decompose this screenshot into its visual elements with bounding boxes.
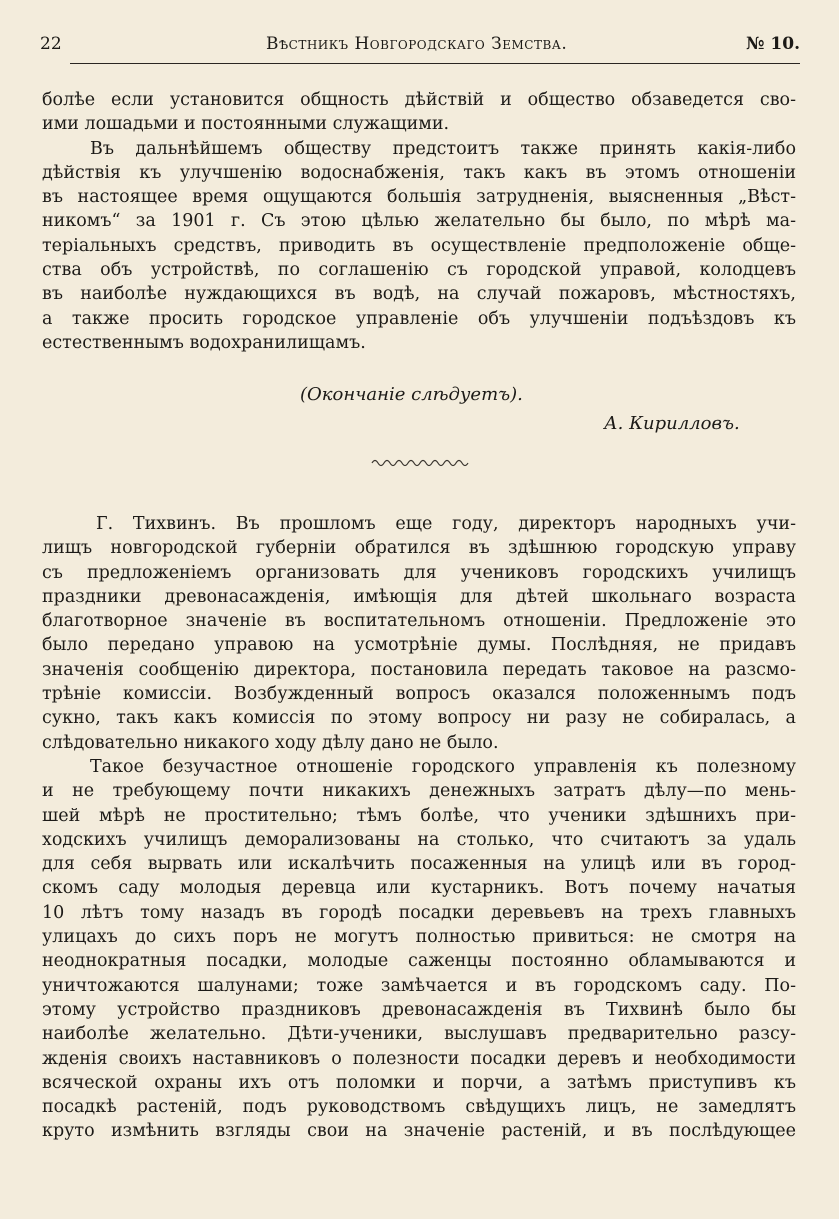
header-rule (70, 63, 800, 64)
text-line: дѣйствія къ улучшенію водоснабженія, такъ какъ въ этомъ отношеніи (42, 162, 796, 183)
text-line: Въ дальнѣйшемъ обществу предстоитъ также принять какія-либо (90, 138, 796, 159)
text-line: въ наиболѣе нуждающихся въ водѣ, на случай пожаровъ, мѣстностяхъ, (42, 284, 796, 305)
text-line: сукно, такъ какъ комиссія по этому вопросу ни разу не собиралась, а (42, 708, 796, 729)
wavy-divider-icon (370, 456, 470, 470)
text-line: для себя вырвать или искалѣчить посаженныя на улицѣ или въ город- (42, 854, 796, 875)
text-line: трѣніе комиссіи. Возбужденный вопросъ оказался положеннымъ подъ (42, 684, 796, 705)
journal-title: Вѣстникъ Новгородскаго Земства. (266, 34, 568, 54)
text-line: наиболѣе желательно. Дѣти-ученики, выслушавъ предварительно разсу- (42, 1024, 796, 1045)
text-line: и не требующему почти никакихъ денежныхъ затратъ дѣлу—по мень- (42, 781, 796, 802)
text-line: праздники древонасажденія, имѣющія для дѣтей школьнаго возраста (42, 586, 796, 607)
text-line: этому устройство праздниковъ древонасажденія въ Тихвинѣ было бы (42, 999, 796, 1020)
text-line: ходскихъ училищъ деморализованы на столько, что считаютъ за удаль (42, 829, 796, 850)
tikhvin-article (42, 512, 796, 1144)
issue-number: № 10. (746, 34, 800, 54)
text-line: шей мѣрѣ не простительно; тѣмъ болѣе, что ученики здѣшнихъ при- (42, 805, 796, 826)
text-line: теріальныхъ средствъ, приводить въ осуществленіе предположеніе обще- (42, 235, 796, 256)
text-line: улицахъ до сихъ поръ не могутъ полностью привиться: не смотря на (42, 927, 796, 948)
author-signature: А. Кирилловъ. (604, 413, 740, 434)
text-line: слѣдовательно никакого ходу дѣлу дано не было. (42, 732, 499, 753)
text-line: благотворное значеніе въ воспитательномъ отношеніи. Предложеніе это (42, 611, 796, 632)
text-line: всяческой охраны ихъ отъ поломки и порчи, а затѣмъ приступивъ къ (42, 1072, 796, 1093)
page-number: 22 (40, 34, 62, 54)
text-line: уничтожаются шалунами; тоже замѣчается и въ городскомъ саду. По- (42, 975, 796, 996)
text-line: ства объ устройствѣ, по соглашенію съ городской управой, колодцевъ (42, 260, 796, 281)
text-line: посадкѣ растеній, подъ руководствомъ свѣдущихъ лицъ, не замедлятъ (42, 1097, 796, 1118)
continuation-note: (Окончаніе слѣдуетъ). (300, 384, 523, 405)
text-line: въ настоящее время ощущаются большія затрудненія, выясненныя „Вѣст- (42, 187, 796, 208)
text-line: ими лошадьми и постоянными служащими. (42, 114, 450, 135)
text-line: 10 лѣтъ тому назадъ въ городѣ посадки деревьевъ на трехъ главныхъ (42, 902, 796, 923)
text-line: а также просить городское управленіе объ улучшеніи подъѣздовъ къ (42, 308, 796, 329)
text-line: скомъ саду молодыя деревца или кустарникъ. Вотъ почему начатыя (42, 878, 796, 899)
text-line: естественнымъ водохранилищамъ. (42, 332, 366, 353)
running-header (40, 30, 800, 64)
text-line: круто измѣнить взгляды свои на значеніе растеній, и въ послѣдующее (42, 1121, 796, 1142)
text-line: Г. Тихвинъ. Въ прошломъ еще году, директоръ народныхъ учи- (96, 514, 796, 534)
text-line: было передано управою на усмотрѣніе думы. Послѣдняя, не придавъ (42, 635, 796, 656)
text-line: съ предложеніемъ организовать для учениковъ городскихъ училищъ (42, 562, 796, 583)
text-line: жденія своихъ наставниковъ о полезности посадки деревъ и необходимости (42, 1048, 796, 1069)
text-line: неоднократныя посадки, молодые саженцы постоянно обламываются и (42, 951, 796, 972)
text-line: никомъ“ за 1901 г. Съ этою цѣлью желательно бы было, по мѣрѣ ма- (42, 211, 796, 232)
text-line: значенія сообщенію директора, постановила передать таковое на разсмо- (42, 659, 796, 680)
text-line: болѣе если установится общность дѣйствій и общество обзаведется сво- (42, 90, 796, 110)
text-line: Такое безучастное отношеніе городского управленія къ полезному (90, 756, 796, 777)
text-line: лищъ новгородской губерніи обратился въ здѣшнюю городскую управу (42, 538, 796, 559)
article-ending (42, 88, 796, 355)
